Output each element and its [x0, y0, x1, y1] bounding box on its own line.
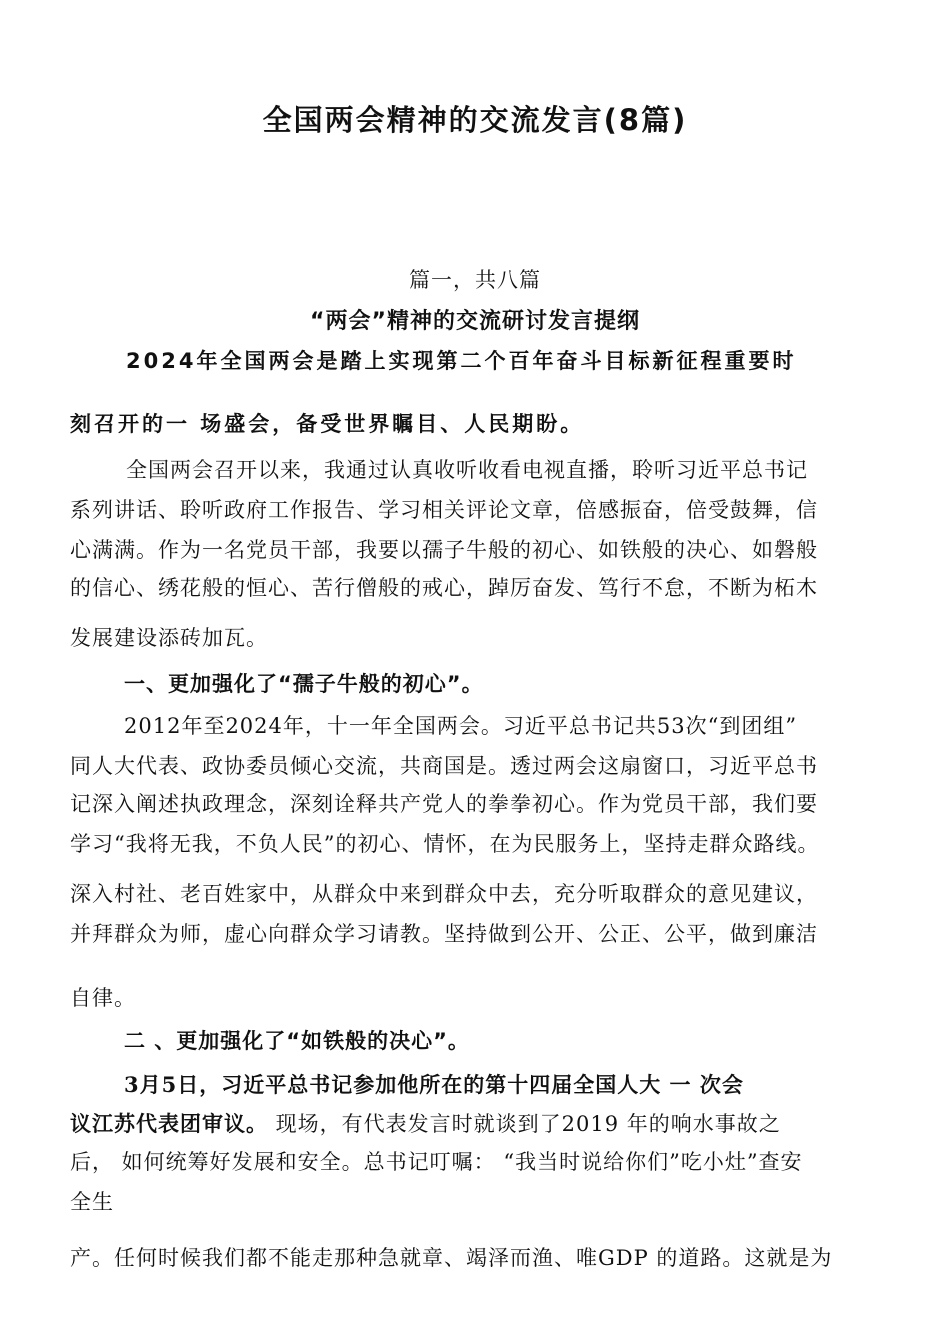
intro-line-2: 刻召开的一 场盛会，备受世界瞩目、人民期盼。: [70, 412, 585, 436]
paragraph-line: 产。任何时候我们都不能走那种急就章、竭泽而渔、唯GDP 的道路。这就是为: [70, 1246, 833, 1270]
mixed-line: [124, 1071, 744, 1099]
paragraph-line: 全生: [70, 1190, 114, 1214]
paragraph-line: 的信心、绣花般的恒心、苦行僧般的戒心，踔厉奋发、笃行不怠，不断为柘木: [70, 576, 818, 600]
mixed-line-regular: 现场，有代表发言时就谈到了2019 年的响水事故之: [268, 1112, 781, 1136]
paragraph-line: 同人大代表、政协委员倾心交流，共商国是。透过两会这扇窗口，习近平总书: [70, 754, 818, 778]
paragraph-line: 并拜群众为师，虚心向群众学习请教。坚持做到公开、公正、公平，做到廉洁: [70, 922, 818, 946]
paragraph-line: 记深入阐述执政理念，深刻诠释共产党人的拳拳初心。作为党员干部，我们要: [70, 792, 818, 816]
paragraph-line: 2012年至2024年，十一年全国两会。习近平总书记共53次“到团组”: [124, 714, 798, 738]
paragraph-line: 深入村社、老百姓家中，从群众中来到群众中去，充分听取群众的意见建议，: [70, 882, 818, 906]
section-heading-2: 二 、更加强化了“如铁般的决心”。: [124, 1029, 470, 1053]
paragraph-line: 学习“我将无我，不负人民”的初心、情怀，在为民服务上，坚持走群众路线。: [70, 832, 820, 856]
intro-line-1: 2024年全国两会是踏上实现第二个百年奋斗目标新征程重要时: [126, 349, 797, 373]
paragraph-line: 自律。: [70, 986, 136, 1010]
paragraph-line: 全国两会召开以来，我通过认真收听收看电视直播，聆听习近平总书记: [126, 458, 808, 482]
section-heading-1: 一、更加强化了“孺子牛般的初心”。: [124, 672, 484, 696]
section-label: 篇一，共八篇: [409, 268, 541, 292]
paragraph-line: 心满满。作为一名党员干部，我要以孺子牛般的初心、如铁般的决心、如磐般: [70, 538, 818, 562]
mixed-line-bold-2: 议江苏代表团审议。: [70, 1111, 268, 1136]
section-subtitle: “两会”精神的交流研讨发言提纲: [310, 309, 640, 334]
paragraph-line: 后， 如何统筹好发展和安全。总书记叮嘱： “我当时说给你们”吃小灶”查安: [70, 1150, 803, 1174]
document-title: 全国两会精神的交流发言(8篇): [262, 103, 688, 137]
paragraph-line: 系列讲话、聆听政府工作报告、学习相关评论文章，倍感振奋，倍受鼓舞，信: [70, 498, 818, 522]
mixed-line-bold: 3月5日，习近平总书记参加他所在的第十四届全国人大 一 次会: [124, 1072, 744, 1097]
mixed-line-2: [70, 1110, 781, 1138]
paragraph-line: 发展建设添砖加瓦。: [70, 626, 268, 650]
